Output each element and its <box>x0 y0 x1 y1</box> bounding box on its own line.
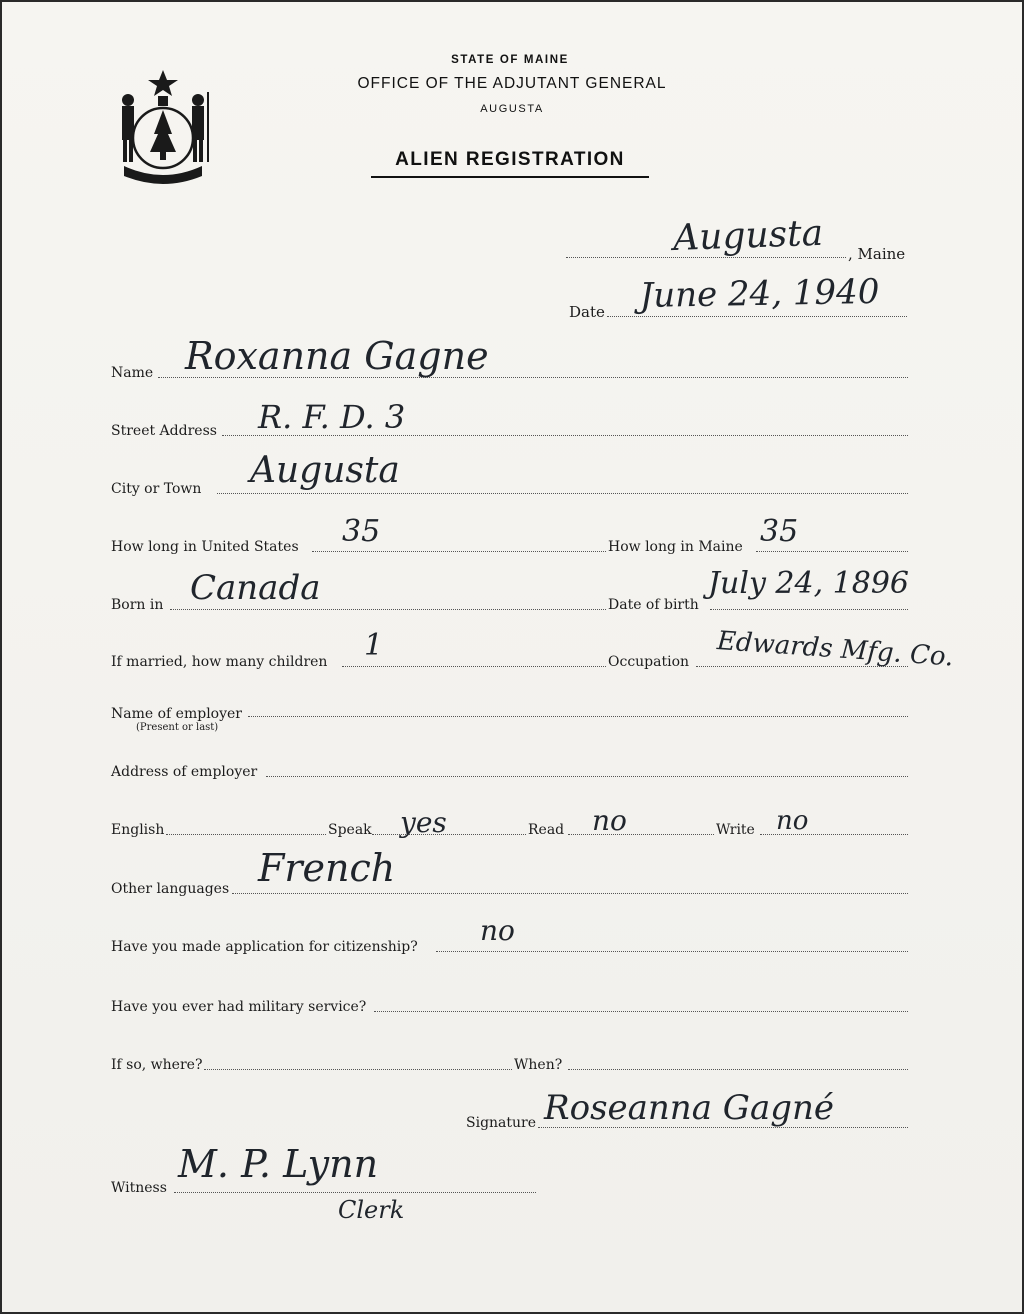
born-line <box>170 609 606 610</box>
citizenship-label: Have you made application for citizenship? <box>111 939 418 955</box>
citizenship-value[interactable]: no <box>480 914 515 947</box>
date-line <box>607 316 907 317</box>
city-value[interactable]: Augusta <box>250 450 400 491</box>
born-value[interactable]: Canada <box>190 568 321 608</box>
name-value[interactable]: Roxanna Gagne <box>185 334 489 378</box>
read-label: Read <box>528 822 565 838</box>
born-label: Born in <box>111 597 164 613</box>
signature-value[interactable]: Roseanna Gagné <box>544 1088 834 1128</box>
speak-value[interactable]: yes <box>400 806 447 839</box>
citizenship-line <box>436 951 908 952</box>
city-label: City or Town <box>111 481 202 497</box>
write-label: Write <box>716 822 755 838</box>
dob-label: Date of birth <box>608 597 699 613</box>
form-title: ALIEN REGISTRATION <box>395 149 625 170</box>
speak-line <box>372 834 526 835</box>
employer-address-label: Address of employer <box>111 764 258 780</box>
military-label: Have you ever had military service? <box>111 999 367 1015</box>
military-line[interactable] <box>374 1011 908 1012</box>
read-value[interactable]: no <box>592 804 627 837</box>
us-years-value[interactable]: 35 <box>342 514 381 549</box>
occupation-value[interactable]: Edwards Mfg. Co. <box>716 626 955 673</box>
occupation-label: Occupation <box>608 654 690 670</box>
children-value[interactable]: 1 <box>364 628 384 663</box>
signature-label: Signature <box>466 1115 537 1131</box>
header-office: OFFICE OF THE ADJUTANT GENERAL <box>357 75 667 92</box>
when-line[interactable] <box>568 1069 908 1070</box>
speak-label: Speak <box>328 822 372 838</box>
other-languages-line <box>232 893 908 894</box>
witness-line <box>174 1192 536 1193</box>
title-underline <box>371 176 649 178</box>
name-label: Name <box>111 365 154 381</box>
other-languages-value[interactable]: French <box>258 846 396 890</box>
write-value[interactable]: no <box>776 806 809 836</box>
dob-value[interactable]: July 24, 1896 <box>708 566 910 601</box>
street-value[interactable]: R. F. D. 3 <box>258 398 406 436</box>
children-label: If married, how many children <box>111 654 328 670</box>
english-label: English <box>111 822 165 838</box>
english-line <box>166 834 326 835</box>
maine-years-value[interactable]: 35 <box>760 514 799 549</box>
read-line <box>568 834 714 835</box>
city-line <box>217 493 908 494</box>
when-label: When? <box>514 1057 563 1073</box>
children-line <box>342 666 606 667</box>
maine-years-line <box>756 551 908 552</box>
header-city: AUGUSTA <box>480 103 544 115</box>
employer-address-line[interactable] <box>266 776 908 777</box>
us-years-label: How long in United States <box>111 539 299 555</box>
street-label: Street Address <box>111 423 217 439</box>
employer-label: Name of employer <box>111 706 242 722</box>
maine-years-label: How long in Maine <box>608 539 743 555</box>
witness-label: Witness <box>111 1180 167 1196</box>
place-suffix: , Maine <box>848 245 906 263</box>
header-state: STATE OF MAINE <box>451 54 569 66</box>
employer-note: (Present or last) <box>136 722 219 733</box>
date-label: Date <box>569 303 605 321</box>
employer-line[interactable] <box>248 716 908 717</box>
where-line[interactable] <box>204 1069 512 1070</box>
place-value[interactable]: Augusta <box>672 212 824 259</box>
witness-value[interactable]: M. P. Lynn <box>178 1142 379 1186</box>
witness-title: Clerk <box>338 1196 405 1224</box>
us-years-line <box>312 551 606 552</box>
other-languages-label: Other languages <box>111 881 230 897</box>
date-value[interactable]: June 24, 1940 <box>639 271 880 316</box>
where-label: If so, where? <box>111 1057 203 1073</box>
dob-line <box>710 609 908 610</box>
